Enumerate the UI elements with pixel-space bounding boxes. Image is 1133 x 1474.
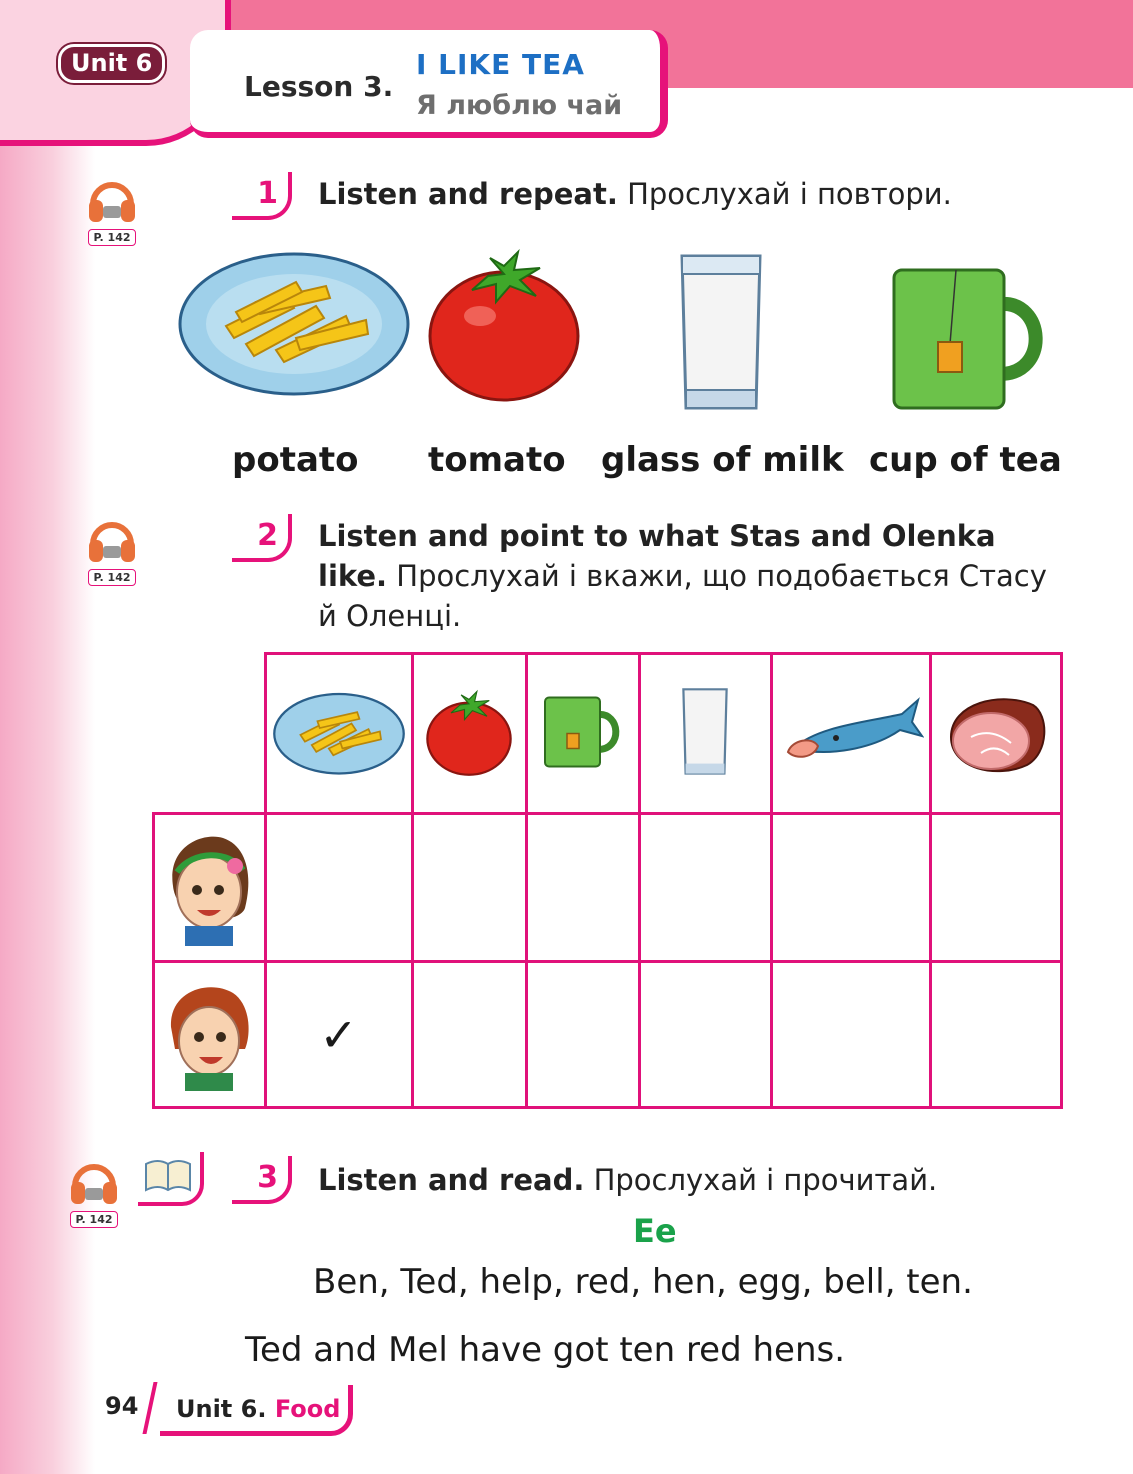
- instruction-ua: Прослухай і повтори.: [627, 177, 952, 211]
- cell-olenka-fish[interactable]: [771, 814, 930, 962]
- headphones-icon: [85, 512, 139, 566]
- column-potato: [265, 654, 412, 814]
- reading-line-1: Ben, Ted, help, red, hen, egg, bell, ten.: [313, 1262, 973, 1302]
- fish-icon: [778, 692, 924, 772]
- cell-olenka-potato[interactable]: [265, 814, 412, 962]
- column-fish: [771, 654, 930, 814]
- cell-olenka-milk[interactable]: [639, 814, 771, 962]
- headphones-icon: [67, 1154, 121, 1208]
- cell-stas-tea[interactable]: [526, 962, 639, 1108]
- open-book-icon: [142, 1156, 194, 1196]
- unit-badge: Unit 6: [58, 44, 165, 83]
- headphones-icon: [85, 172, 139, 226]
- footer-unit-box: [160, 1385, 353, 1436]
- cell-stas-ham[interactable]: [930, 962, 1061, 1108]
- instruction-ua: Прослухай і прочитай.: [593, 1163, 938, 1197]
- check-mark: ✓: [319, 1007, 358, 1062]
- instruction-ua: Прослухай і вкажи, що подобається Стасу й Оленці.: [318, 559, 1047, 633]
- word-cup-of-tea: cup of tea: [869, 440, 1062, 480]
- column-ham: [930, 654, 1061, 814]
- audio-reference-1[interactable]: [82, 172, 142, 246]
- lesson-title-en: I LIKE TEA: [416, 48, 585, 81]
- potato-plate-image: [176, 246, 412, 396]
- word-potato: potato: [232, 440, 359, 480]
- boy-avatar-icon: [163, 975, 255, 1091]
- page-reference: P. 142: [70, 1211, 117, 1228]
- column-cup-of-tea: [526, 654, 639, 814]
- left-margin-band: [0, 0, 95, 1474]
- word-tomato: tomato: [428, 440, 566, 480]
- tomato-icon: [424, 687, 514, 777]
- table-row: [154, 814, 1062, 962]
- page-reference: P. 142: [88, 229, 135, 246]
- audio-reference-3[interactable]: [64, 1154, 124, 1228]
- cell-stas-milk[interactable]: [639, 962, 771, 1108]
- table-row: [154, 962, 1062, 1108]
- cell-stas-fish[interactable]: [771, 962, 930, 1108]
- footer-unit-topic: Food: [274, 1395, 341, 1423]
- phonic-letter: Ee: [633, 1212, 677, 1250]
- cell-olenka-tea[interactable]: [526, 814, 639, 962]
- empty-corner-cell: [154, 654, 266, 814]
- row-stas-avatar: [154, 962, 266, 1108]
- exercise-number-3: 3: [232, 1156, 292, 1204]
- cell-stas-tomato[interactable]: [412, 962, 526, 1108]
- ham-icon: [941, 687, 1051, 777]
- instruction-en: Listen and point to what Stas and Olenka like.: [318, 519, 996, 593]
- instruction-en: Listen and repeat.: [318, 177, 618, 211]
- exercise-3-instruction: [318, 1160, 937, 1200]
- tomato-image: [424, 244, 584, 404]
- cell-stas-potato[interactable]: [265, 962, 412, 1108]
- potato-icon: [272, 684, 406, 780]
- glass-of-milk-image: [676, 250, 766, 416]
- girl-avatar-icon: [163, 826, 255, 946]
- word-glass-of-milk: glass of milk: [601, 440, 844, 480]
- likes-table: [152, 652, 1063, 1109]
- lesson-title-ua: Я люблю чай: [416, 90, 623, 121]
- reading-line-2: Ted and Mel have got ten red hens.: [245, 1330, 846, 1370]
- row-olenka-avatar: [154, 814, 266, 962]
- table-header-row: [154, 654, 1062, 814]
- page-number: 94: [105, 1392, 139, 1420]
- cup-of-tea-image: [890, 264, 1050, 414]
- lesson-title-box: [190, 30, 668, 138]
- footer-unit-text: Unit 6.: [176, 1395, 267, 1423]
- read-icon-frame: [138, 1152, 204, 1206]
- cell-olenka-ham[interactable]: [930, 814, 1061, 962]
- exercise-1-instruction: [318, 174, 952, 214]
- column-glass-of-milk: [639, 654, 771, 814]
- cup-of-tea-icon: [543, 694, 623, 770]
- column-tomato: [412, 654, 526, 814]
- exercise-number-2: 2: [232, 514, 292, 562]
- exercise-2-instruction: [318, 516, 1058, 636]
- cell-olenka-tomato[interactable]: [412, 814, 526, 962]
- footer-unit-label: [176, 1395, 340, 1423]
- page-reference: P. 142: [88, 569, 135, 586]
- lesson-label: Lesson 3.: [244, 70, 394, 103]
- instruction-en: Listen and read.: [318, 1163, 585, 1197]
- audio-reference-2[interactable]: [82, 512, 142, 586]
- exercise-number-1: 1: [232, 172, 292, 220]
- glass-of-milk-icon: [680, 686, 730, 778]
